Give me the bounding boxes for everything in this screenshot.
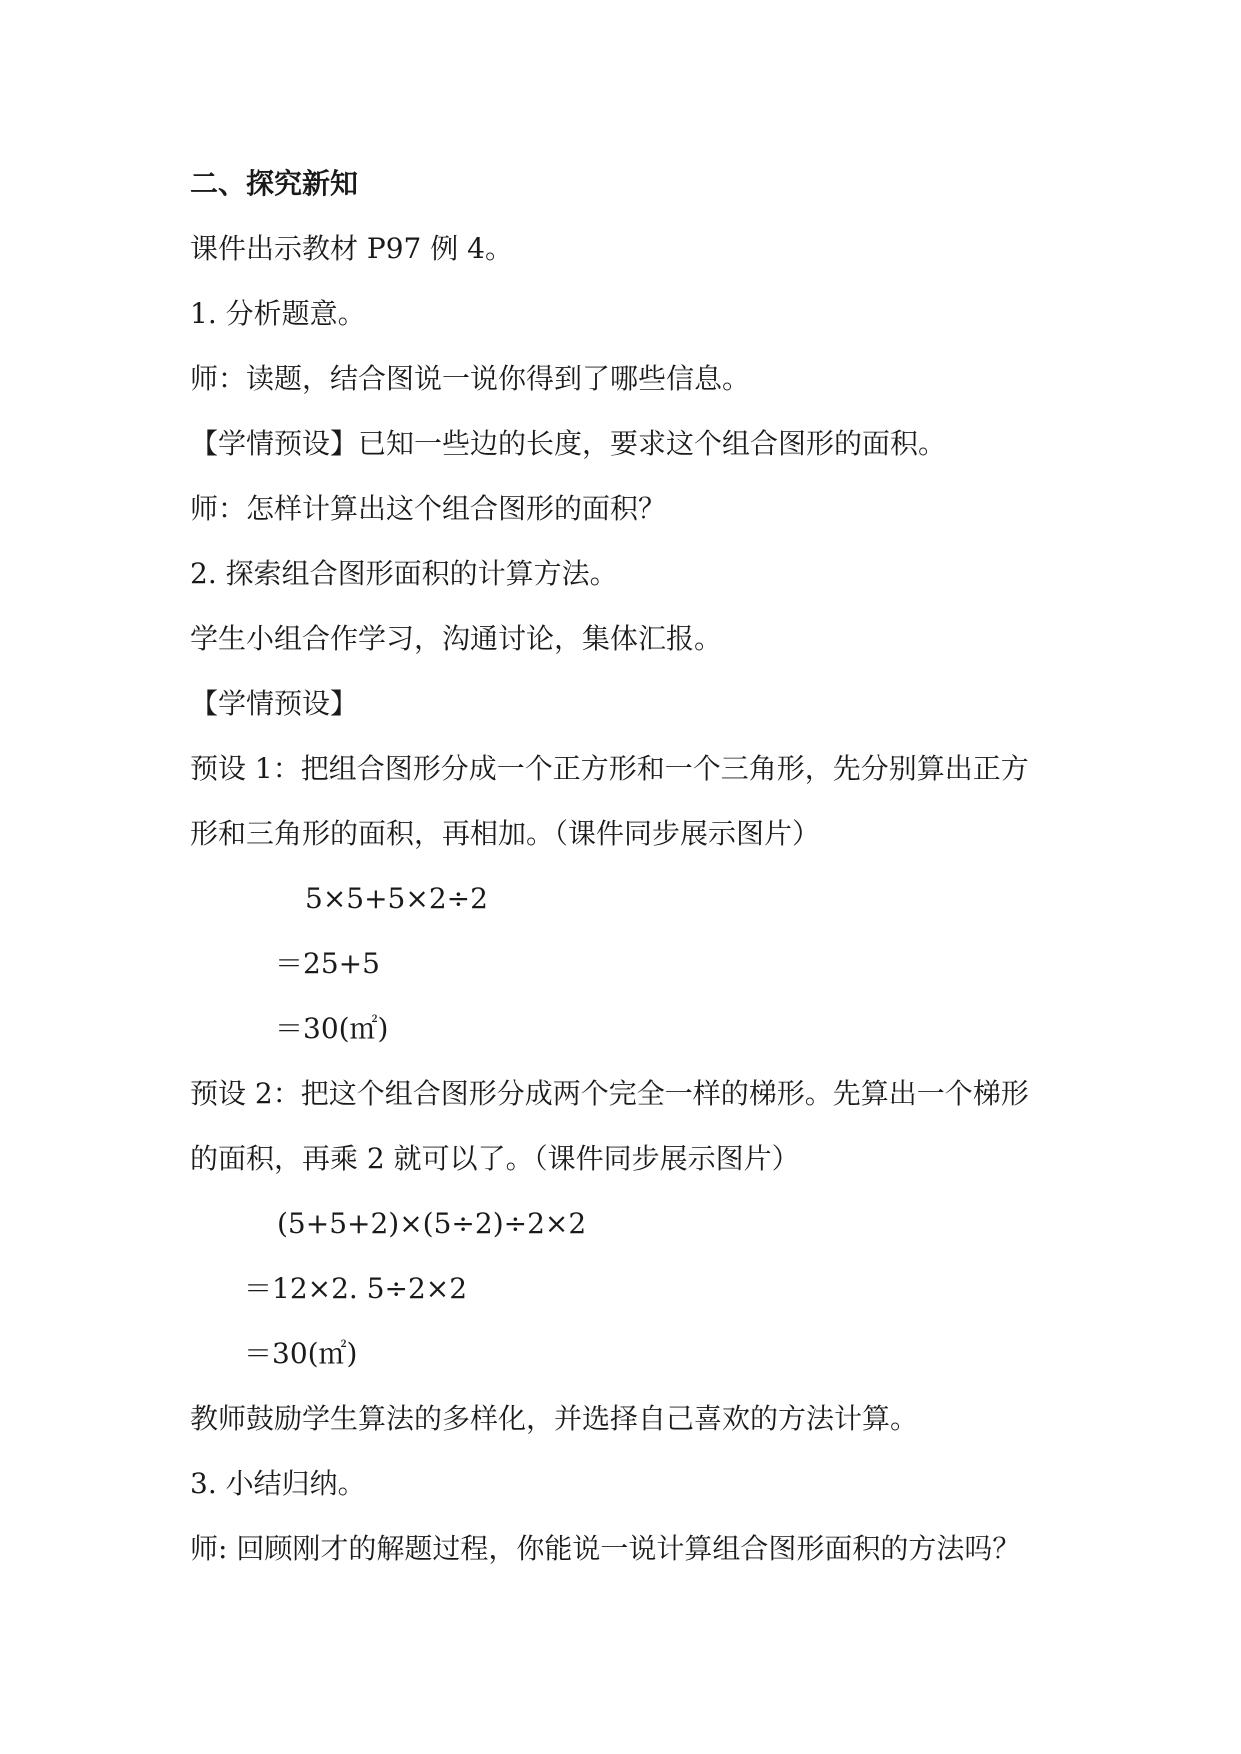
paragraph-line: 3. 小结归纳。	[190, 1467, 366, 1500]
paragraph-line: 学生小组合作学习，沟通讨论，集体汇报。	[190, 622, 723, 655]
formula-line: 5×5+5×2÷2	[305, 882, 488, 915]
formula-line: (5+5+2)×(5÷2)÷2×2	[277, 1207, 587, 1240]
paragraph-line: 【学情预设】已知一些边的长度，要求这个组合图形的面积。	[190, 427, 947, 460]
formula-line: ＝30(㎡)	[275, 1012, 389, 1045]
paragraph-line: 形和三角形的面积，再相加。（课件同步展示图片）	[190, 817, 821, 850]
section-title: 二、探究新知	[190, 167, 359, 200]
paragraph-line: 2. 探索组合图形面积的计算方法。	[190, 557, 618, 590]
paragraph-line: 1. 分析题意。	[190, 297, 366, 330]
paragraph-line: 师：怎样计算出这个组合图形的面积？	[190, 492, 667, 525]
paragraph-line: 的面积，再乘 2 就可以了。（课件同步展示图片）	[190, 1142, 800, 1175]
paragraph-line: 师：读题，结合图说一说你得到了哪些信息。	[190, 362, 751, 395]
paragraph-line: 预设 1：把组合图形分成一个正方形和一个三角形，先分别算出正方	[190, 752, 1029, 785]
formula-line: ＝12×2. 5÷2×2	[244, 1272, 468, 1305]
paragraph-line: 师: 回顾刚才的解题过程，你能说一说计算组合图形面积的方法吗？	[190, 1532, 1021, 1565]
formula-line: ＝25+5	[275, 947, 380, 980]
paragraph-line: 教师鼓励学生算法的多样化，并选择自己喜欢的方法计算。	[190, 1402, 919, 1435]
paragraph-line: 预设 2：把这个组合图形分成两个完全一样的梯形。先算出一个梯形	[190, 1077, 1029, 1110]
formula-line: ＝30(㎡)	[244, 1337, 358, 1370]
paragraph-line: 课件出示教材 P97 例 4。	[190, 232, 513, 265]
paragraph-line: 【学情预设】	[190, 687, 359, 720]
